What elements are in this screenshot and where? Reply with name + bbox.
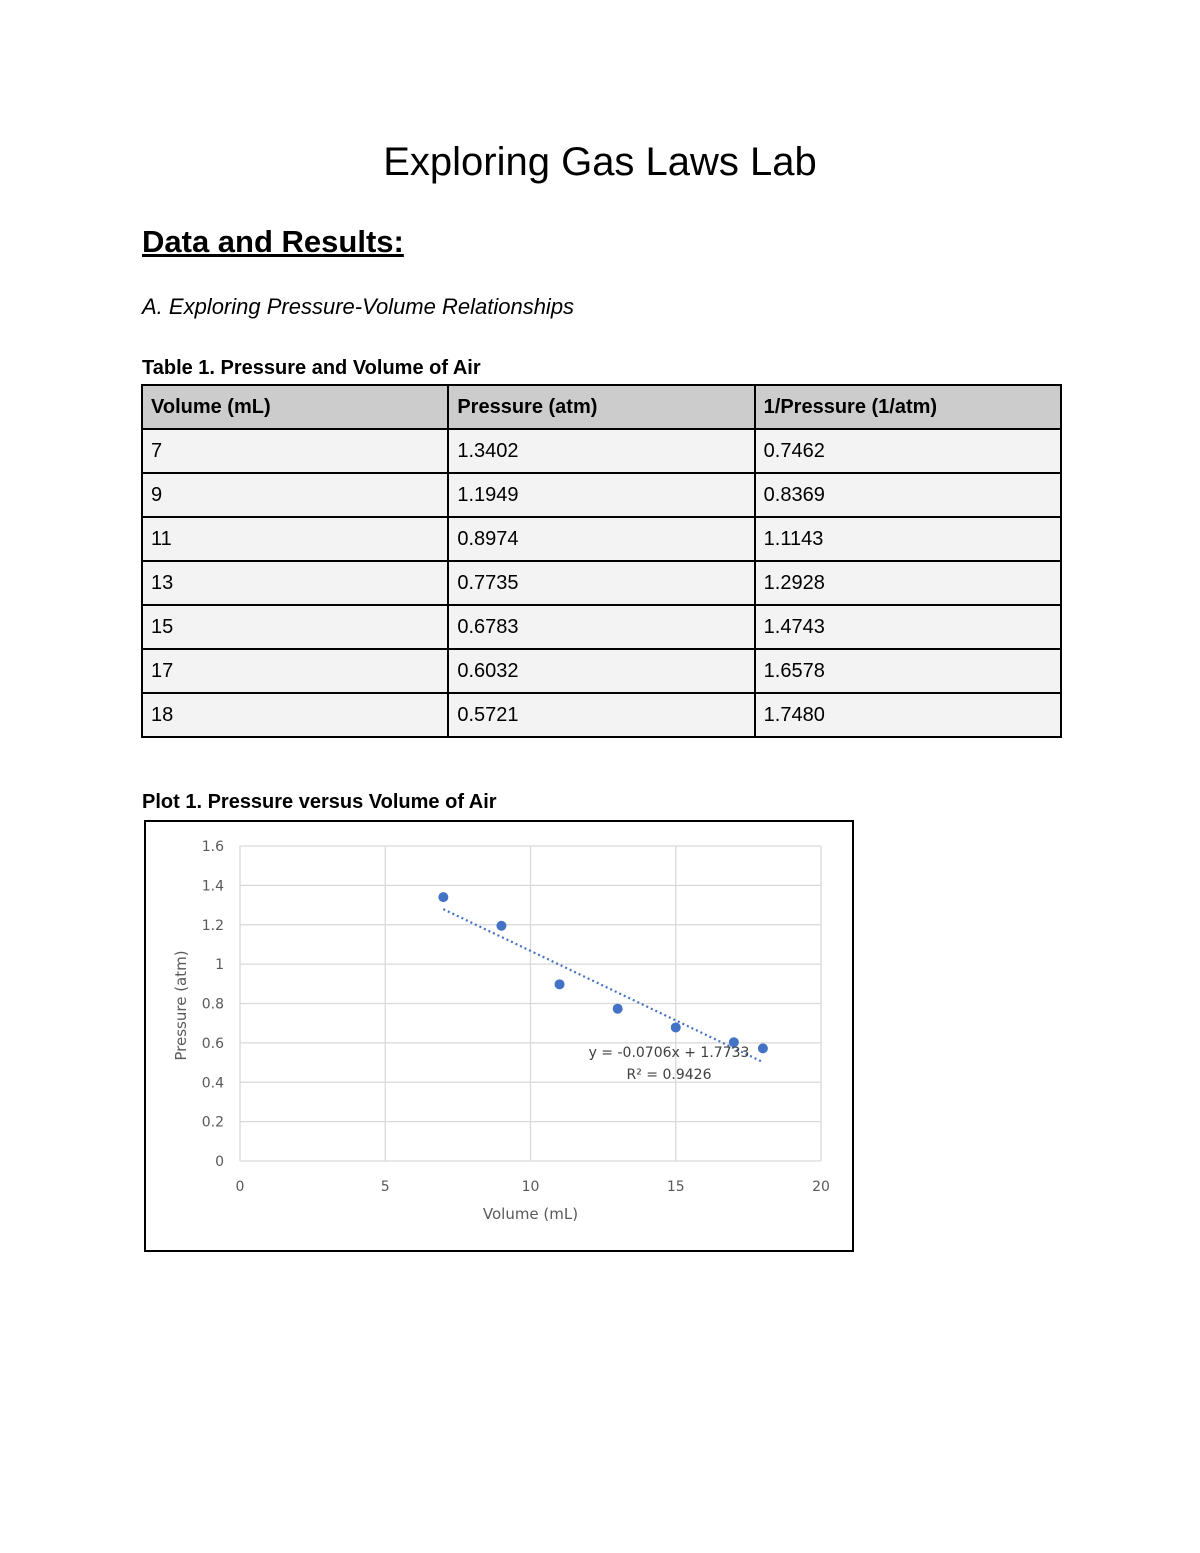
y-tick-label: 0 xyxy=(215,1154,224,1170)
x-tick-label: 5 xyxy=(380,1179,390,1195)
cell-volume: 15 xyxy=(142,605,448,649)
y-tick-label: 1.4 xyxy=(201,878,224,895)
cell-inverse-pressure: 0.8369 xyxy=(755,473,1061,517)
trendline-r-squared: R² = 0.9426 xyxy=(626,1067,712,1083)
column-header-inverse-pressure: 1/Pressure (1/atm) xyxy=(755,385,1061,429)
chart-svg xyxy=(146,822,852,1250)
data-point xyxy=(496,921,506,931)
table-caption: Table 1. Pressure and Volume of Air xyxy=(142,357,481,379)
cell-inverse-pressure: 1.7480 xyxy=(755,693,1061,737)
cell-pressure: 0.6783 xyxy=(448,605,754,649)
chart-trendline xyxy=(443,909,763,1062)
cell-volume: 11 xyxy=(142,517,448,561)
cell-volume: 9 xyxy=(142,473,448,517)
pressure-volume-chart xyxy=(144,820,854,1252)
column-header-volume: Volume (mL) xyxy=(142,385,448,429)
document-title: Exploring Gas Laws Lab xyxy=(383,140,817,184)
x-tick-label: 20 xyxy=(812,1179,830,1195)
y-tick-label: 0.4 xyxy=(201,1075,224,1092)
table-row xyxy=(142,693,1061,737)
chart-grid xyxy=(240,846,821,1161)
column-header-pressure: Pressure (atm) xyxy=(448,385,754,429)
cell-inverse-pressure: 1.1143 xyxy=(755,517,1061,561)
cell-pressure: 1.1949 xyxy=(448,473,754,517)
subsection-heading: A. Exploring Pressure-Volume Relationships xyxy=(142,294,575,319)
x-tick-label: 15 xyxy=(666,1179,685,1195)
table-row xyxy=(142,561,1061,605)
cell-inverse-pressure: 0.7462 xyxy=(755,429,1061,473)
section-heading: Data and Results: xyxy=(142,224,404,259)
data-point xyxy=(613,1004,623,1014)
trendline-equation: y = -0.0706x + 1.7733 xyxy=(588,1045,750,1061)
data-point xyxy=(671,1022,681,1032)
cell-inverse-pressure: 1.2928 xyxy=(755,561,1061,605)
table-row xyxy=(142,649,1061,693)
cell-pressure: 0.5721 xyxy=(448,693,754,737)
x-tick-label: 10 xyxy=(521,1179,540,1195)
x-tick-label: 0 xyxy=(235,1179,245,1195)
cell-volume: 7 xyxy=(142,429,448,473)
cell-pressure: 0.7735 xyxy=(448,561,754,605)
pressure-volume-table xyxy=(141,384,1062,738)
table-row xyxy=(142,517,1061,561)
cell-volume: 13 xyxy=(142,561,448,605)
y-tick-label: 0.2 xyxy=(201,1114,224,1131)
data-point xyxy=(555,979,565,989)
cell-pressure: 0.8974 xyxy=(448,517,754,561)
y-axis-title: Pressure (atm) xyxy=(172,950,190,1061)
table-row xyxy=(142,605,1061,649)
trendline-line xyxy=(443,909,763,1062)
cell-pressure: 1.3402 xyxy=(448,429,754,473)
cell-inverse-pressure: 1.4743 xyxy=(755,605,1061,649)
x-axis-title: Volume (mL) xyxy=(482,1205,579,1223)
plot-caption: Plot 1. Pressure versus Volume of Air xyxy=(142,791,497,813)
y-tick-label: 1.6 xyxy=(201,839,224,855)
y-tick-label: 1 xyxy=(215,957,224,974)
table-row xyxy=(142,473,1061,517)
data-point xyxy=(438,892,448,902)
y-tick-label: 0.8 xyxy=(201,996,224,1013)
cell-volume: 18 xyxy=(142,693,448,737)
table-header-row xyxy=(142,385,1061,429)
y-tick-label: 1.2 xyxy=(201,917,224,934)
table-row xyxy=(142,429,1061,473)
chart-tick-labels xyxy=(202,839,830,1195)
cell-pressure: 0.6032 xyxy=(448,649,754,693)
cell-inverse-pressure: 1.6578 xyxy=(755,649,1061,693)
cell-volume: 17 xyxy=(142,649,448,693)
data-point xyxy=(758,1043,768,1053)
y-tick-label: 0.6 xyxy=(201,1035,224,1052)
chart-data-points xyxy=(438,892,768,1053)
